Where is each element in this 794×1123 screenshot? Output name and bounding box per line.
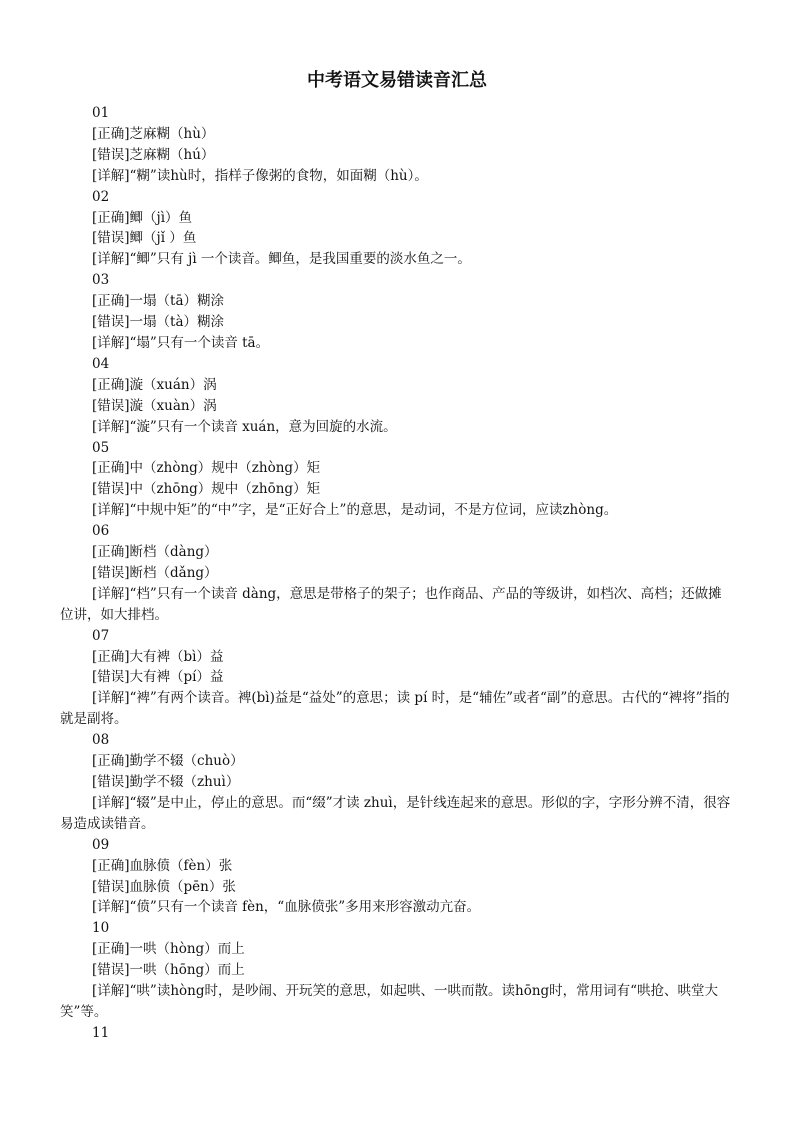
entry (60, 835, 734, 919)
wrong-line: [错误]鲫（jǐ ）鱼 (92, 230, 197, 247)
entry-number: 11 (92, 1024, 110, 1041)
wrong-line: [错误]漩（xuàn）涡 (92, 397, 217, 414)
wrong-line: [错误]一塌（tà）糊涂 (92, 314, 225, 331)
entry-number: 08 (92, 732, 110, 749)
correct-line: [正确]一塌（tā）糊涂 (92, 293, 225, 310)
correct-line: [正确]断档（dàng） (92, 544, 218, 561)
wrong-line: [错误]芝麻糊（hú） (92, 146, 215, 163)
wrong-line: [错误]一哄（hōng）而上 (92, 962, 245, 979)
wrong-line: [错误]勤学不辍（zhuì） (92, 774, 240, 790)
wrong-line: [错误]大有裨（pí）益 (92, 669, 224, 686)
correct-line: [正确]鲫（jì）鱼 (92, 209, 193, 226)
entry-number: 02 (92, 188, 110, 205)
entry (60, 730, 734, 835)
entry (60, 918, 734, 1023)
wrong-line: [错误]断档（dǎng） (92, 564, 218, 581)
correct-line: [正确]大有裨（bì）益 (92, 648, 224, 665)
entry (60, 354, 734, 438)
entry-number: 03 (92, 272, 110, 289)
correct-line: [正确]一哄（hòng）而上 (92, 941, 245, 958)
correct-line: [正确]芝麻糊（hù） (92, 125, 215, 142)
wrong-line: [错误]血脉偾（pēn）张 (92, 878, 236, 895)
detail-line: [详解]“漩”只有一个读音 xuán，意为回旋的水流。 (92, 418, 397, 435)
entry-list (60, 103, 734, 1044)
detail-line: [详解]“档”只有一个读音 dàng，意思是带格子的架子；也作商品、产品的等级讲，如档次、高档；还做摊位讲，如大排档。 (60, 585, 722, 623)
detail-line: [详解]“裨”有两个读音。裨(bì)益是“益处”的意思；读 pí 时，是“辅佐”或者“副”的意思。古代的“裨将”指的就是副将。 (60, 690, 730, 728)
detail-line: [详解]“哄”读hòng时，是吵闹、开玩笑的意思，如起哄、一哄而散。读hōng时，常用词有“哄抢、哄堂大笑”等。 (60, 983, 719, 1020)
entry-number: 01 (92, 105, 110, 121)
wrong-line: [错误]中（zhōng）规中（zhōng）矩 (92, 481, 321, 498)
page-title: 中考语文易错读音汇总 (307, 70, 487, 91)
entry (60, 521, 734, 626)
correct-line: [正确]中（zhòng）规中（zhòng）矩 (92, 460, 321, 477)
entry-number: 06 (92, 523, 110, 540)
correct-line: [正确]漩（xuán）涡 (92, 376, 217, 393)
detail-line: [详解]“鲫”只有 jì 一个读音。鲫鱼，是我国重要的淡水鱼之一。 (92, 251, 471, 268)
entry (60, 626, 734, 731)
entry-number: 04 (92, 355, 110, 372)
entry-number: 10 (92, 920, 110, 937)
entry (60, 187, 734, 271)
entry (60, 270, 734, 354)
entry (60, 103, 734, 187)
entry (60, 438, 734, 522)
entry-number: 09 (92, 836, 110, 853)
entry-number: 05 (92, 439, 110, 456)
detail-line: [详解]“糊”读hù时，指样子像粥的食物，如面糊（hù）。 (92, 167, 428, 184)
detail-line: [详解]“中规中矩”的“中”字，是“正好合上”的意思，是动词，不是方位词，应读zhòng。 (92, 502, 618, 519)
detail-line: [详解]“辍”是中止，停止的意思。而“缀”才读 zhuì，是针线连起来的意思。形似的字，字形分辨不清，很容易造成读错音。 (60, 794, 731, 832)
detail-line: [详解]“偾”只有一个读音 fèn，“血脉偾张”多用来形容激动亢奋。 (92, 899, 481, 916)
correct-line: [正确]血脉偾（fèn）张 (92, 857, 233, 874)
detail-line: [详解]“塌”只有一个读音 tā。 (92, 334, 270, 351)
correct-line: [正确]勤学不辍（chuò） (92, 753, 244, 770)
entry-number: 07 (92, 627, 110, 644)
